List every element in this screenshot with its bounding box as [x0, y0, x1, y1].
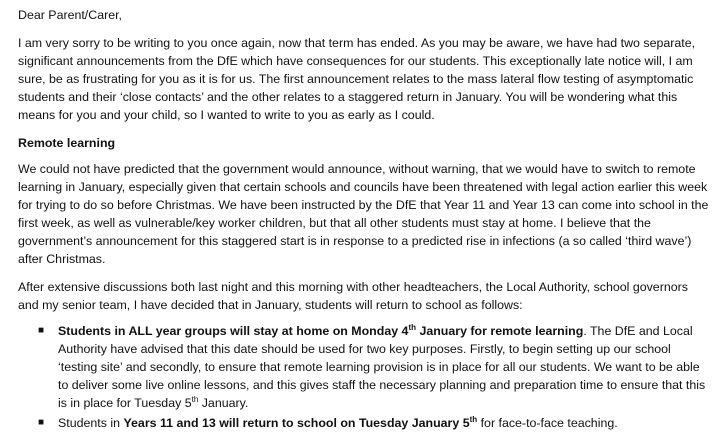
- remote-learning-paragraph: We could not have predicted that the government would announce, without warning, that we would have to switch to remote learning in January, especially given that certain schools and councils have been threatened with legal action earlier this week for trying to do so before Christmas. We have been instructed by the DfE that Year 11 and Year 13 can come into school in the first week, as well as vulnerable/key worker children, but that all other students must stay at home. I believe that the government’s announcement for this staggered start is in response to a predicted rise in infections (a so called ‘third wave’) after Christmas.: [18, 162, 709, 266]
- list-item: ■ Students in Years 11 and 13 will return to school on Tuesday January 5th for face-to-face teaching.: [38, 414, 618, 430]
- letter-body: [18, 6, 710, 434]
- salutation: Dear Parent/Carer,: [18, 8, 122, 22]
- bullet-square-icon: ■: [38, 325, 45, 336]
- section-heading: Remote learning: [18, 136, 116, 150]
- return-schedule-list: [18, 322, 710, 432]
- intro-paragraph: I am very sorry to be writing to you once again, now that term has ended. As you may be aware, we have had two separate, significant announcements from the DfE which have consequences for our students. This exceptionally late notice will, I am sure, be as frustrating for you as it is for us. The first announcement relates to the mass lateral flow testing of asymptomatic students and their ‘close contacts’ and the other relates to a staggered return in January. You will be wondering what this means for you and your child, so I wanted to write to you as early as I could.: [18, 36, 696, 122]
- list-item: ■ Students in ALL year groups will stay at home on Monday 4th January for remote learning. The DfE and Local Authority have advised that this date should be used for two key purposes. Firstly, to begin setting up our school ‘testing site’ and secondly, to ensure that remote learning provision is in place for all our students. We want to be able to deliver some live online lessons, and this gives staff the necessary planning and preparation time to ensure that this is in place for Tuesday 5th January.: [38, 322, 706, 410]
- bullet-square-icon: ■: [38, 417, 45, 428]
- bullet2-bold: Years 11 and 13 will return to school on Tuesday January 5th: [123, 414, 478, 430]
- bullet1-text: . The DfE and Local Authority have advised that this date should be used for two key purposes. Firstly, to begin setting up our school ‘testing site’ and secondly, to ensure that remote learning provision is in place for all our students. We want to be able to deliver some live online lessons, and this gives staff the necessary planning and preparation time to ensure that this is in place for Tuesday 5: [58, 324, 706, 410]
- bullet1-bold: Students in ALL year groups will stay at home on Monday 4th January for remote learning: [58, 322, 584, 338]
- decision-paragraph: After extensive discussions both last night and this morning with other headteachers, the Local Authority, school governors and my senior team, I have decided that in January, students will return to school as follows:: [18, 280, 688, 312]
